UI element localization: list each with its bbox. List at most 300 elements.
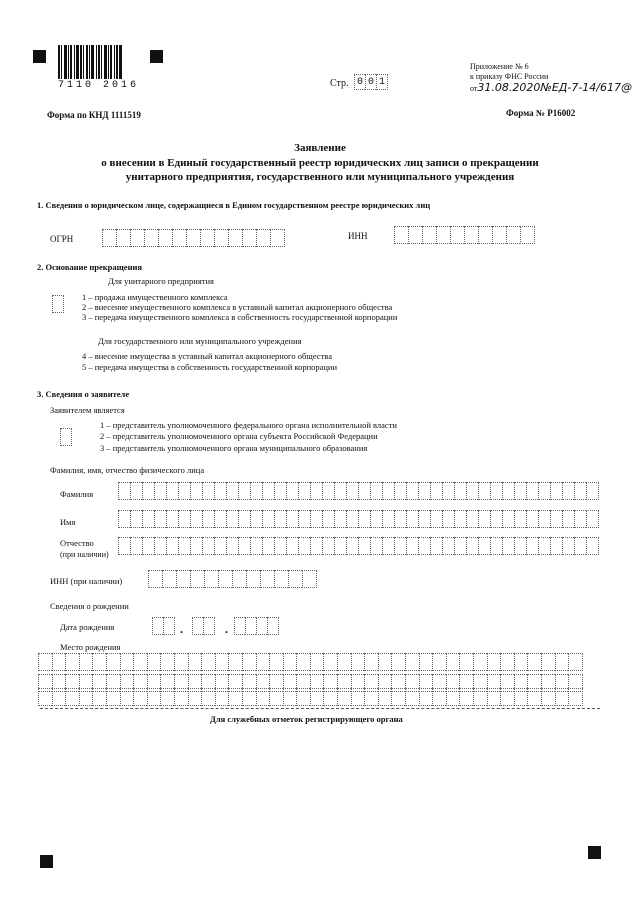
input-cell[interactable] <box>346 510 358 528</box>
input-cell[interactable] <box>269 653 283 671</box>
document-title-1: Заявление <box>294 142 346 154</box>
input-cell[interactable] <box>188 653 202 671</box>
input-cell[interactable] <box>116 229 130 247</box>
input-cell[interactable] <box>337 688 351 706</box>
input-cell[interactable] <box>394 482 406 500</box>
input-cell[interactable] <box>364 688 378 706</box>
input-cell[interactable] <box>162 570 176 588</box>
input-cell[interactable] <box>442 537 454 555</box>
input-cell[interactable] <box>158 229 172 247</box>
birth-month-field[interactable] <box>192 617 215 635</box>
input-cell[interactable] <box>538 537 550 555</box>
inn-field[interactable] <box>394 226 535 244</box>
input-cell[interactable] <box>214 510 226 528</box>
input-cell[interactable] <box>430 537 442 555</box>
input-cell[interactable] <box>286 537 298 555</box>
input-cell[interactable] <box>562 482 574 500</box>
input-cell[interactable] <box>322 510 334 528</box>
input-cell[interactable] <box>358 510 370 528</box>
input-cell[interactable] <box>310 510 322 528</box>
input-cell[interactable] <box>418 537 430 555</box>
appendix-date-prefix: от <box>470 84 478 93</box>
input-cell[interactable] <box>419 688 433 706</box>
input-cell[interactable] <box>92 653 106 671</box>
input-cell[interactable] <box>562 537 574 555</box>
input-cell[interactable] <box>358 537 370 555</box>
input-cell[interactable] <box>178 482 190 500</box>
input-cell[interactable] <box>202 482 214 500</box>
input-cell[interactable] <box>152 617 163 635</box>
input-cell[interactable] <box>262 510 274 528</box>
fio-title: Фамилия, имя, отчество физического лица <box>50 465 205 475</box>
input-cell[interactable] <box>502 510 514 528</box>
input-cell[interactable] <box>106 653 120 671</box>
input-cell[interactable] <box>586 510 599 528</box>
input-cell[interactable] <box>102 229 116 247</box>
input-cell[interactable] <box>256 653 270 671</box>
input-cell[interactable] <box>334 537 346 555</box>
input-cell[interactable] <box>394 226 408 244</box>
input-cell[interactable] <box>454 537 466 555</box>
name-field[interactable] <box>118 510 599 530</box>
input-cell[interactable] <box>106 688 120 706</box>
input-cell[interactable] <box>186 229 200 247</box>
input-cell[interactable] <box>176 570 190 588</box>
input-cell[interactable] <box>502 482 514 500</box>
input-cell[interactable] <box>242 653 256 671</box>
patronymic-field[interactable] <box>118 537 599 557</box>
input-cell[interactable] <box>147 653 161 671</box>
input-cell[interactable] <box>204 570 218 588</box>
registration-mark-bottom-right <box>588 846 601 859</box>
input-cell[interactable] <box>274 482 286 500</box>
input-cell[interactable] <box>130 229 144 247</box>
input-cell[interactable] <box>358 482 370 500</box>
input-cell[interactable] <box>419 653 433 671</box>
birth-day-field[interactable] <box>152 617 175 635</box>
input-cell[interactable] <box>382 510 394 528</box>
input-cell[interactable] <box>422 226 436 244</box>
input-cell[interactable] <box>234 617 245 635</box>
input-cell[interactable] <box>442 482 454 500</box>
input-cell[interactable] <box>262 537 274 555</box>
input-cell[interactable] <box>202 510 214 528</box>
surname-label: Фамилия <box>60 489 94 499</box>
appendix-line-1: Приложение № 6 <box>470 62 529 71</box>
input-cell[interactable] <box>394 510 406 528</box>
input-cell[interactable] <box>550 510 562 528</box>
basis-option-4: 4 – внесение имущества в уставный капитал акционерного общества <box>82 351 332 361</box>
input-cell[interactable] <box>432 688 446 706</box>
unitary-enterprise-title: Для унитарного предприятия <box>108 276 214 286</box>
input-cell[interactable] <box>562 510 574 528</box>
input-cell[interactable] <box>190 570 204 588</box>
input-cell[interactable] <box>214 537 226 555</box>
input-cell[interactable] <box>250 537 262 555</box>
input-cell[interactable] <box>490 482 502 500</box>
input-cell[interactable] <box>574 482 586 500</box>
input-cell[interactable] <box>478 510 490 528</box>
input-cell[interactable] <box>487 653 501 671</box>
input-cell[interactable] <box>538 510 550 528</box>
applicant-is-label: Заявителем является <box>50 405 125 415</box>
input-cell[interactable] <box>391 688 405 706</box>
input-cell[interactable] <box>226 510 238 528</box>
input-cell[interactable] <box>310 688 324 706</box>
input-cell[interactable] <box>322 537 334 555</box>
input-cell[interactable] <box>550 482 562 500</box>
barcode-number: 7110 2016 <box>58 80 140 91</box>
input-cell[interactable] <box>550 537 562 555</box>
input-cell[interactable] <box>490 510 502 528</box>
input-cell[interactable] <box>52 688 66 706</box>
input-cell[interactable] <box>418 482 430 500</box>
input-cell[interactable] <box>430 510 442 528</box>
input-cell[interactable] <box>201 653 215 671</box>
input-cell[interactable] <box>214 482 226 500</box>
input-cell[interactable] <box>133 653 147 671</box>
input-cell[interactable] <box>174 653 188 671</box>
input-cell[interactable] <box>382 482 394 500</box>
input-cell[interactable] <box>527 688 541 706</box>
input-cell[interactable] <box>166 482 178 500</box>
input-cell[interactable] <box>298 482 310 500</box>
input-cell[interactable] <box>298 537 310 555</box>
input-cell[interactable] <box>478 226 492 244</box>
input-cell[interactable] <box>228 688 242 706</box>
form-knd: Форма по КНД 1111519 <box>47 110 141 120</box>
input-cell[interactable] <box>79 688 93 706</box>
input-cell[interactable] <box>130 482 142 500</box>
input-cell[interactable] <box>337 653 351 671</box>
input-cell[interactable] <box>174 688 188 706</box>
input-cell[interactable] <box>526 510 538 528</box>
input-cell[interactable] <box>586 537 599 555</box>
input-cell[interactable] <box>514 688 528 706</box>
applicant-option-3: 3 – представитель уполномоченного органа муниципального образования <box>100 443 368 453</box>
input-cell[interactable] <box>92 688 106 706</box>
basis-option-1: 1 – продажа имущественного комплекса <box>82 292 228 302</box>
input-cell[interactable] <box>130 537 142 555</box>
input-cell[interactable] <box>178 510 190 528</box>
input-cell[interactable] <box>166 510 178 528</box>
input-cell[interactable] <box>334 482 346 500</box>
input-cell[interactable] <box>65 653 79 671</box>
input-cell[interactable] <box>514 537 526 555</box>
input-cell[interactable] <box>160 688 174 706</box>
input-cell[interactable] <box>500 688 514 706</box>
input-cell[interactable] <box>214 229 228 247</box>
input-cell[interactable] <box>226 537 238 555</box>
input-cell[interactable] <box>256 229 270 247</box>
input-cell[interactable] <box>574 510 586 528</box>
input-cell[interactable] <box>154 510 166 528</box>
input-cell[interactable] <box>256 617 267 635</box>
input-cell[interactable] <box>310 482 322 500</box>
input-cell[interactable] <box>527 653 541 671</box>
input-cell[interactable] <box>351 688 365 706</box>
input-cell[interactable] <box>506 226 520 244</box>
input-cell[interactable] <box>370 510 382 528</box>
input-cell[interactable] <box>310 537 322 555</box>
input-cell[interactable] <box>298 510 310 528</box>
birth-date-label: Дата рождения <box>60 622 115 632</box>
input-cell[interactable] <box>302 570 317 588</box>
input-cell[interactable] <box>526 537 538 555</box>
input-cell[interactable] <box>118 537 130 555</box>
input-cell[interactable] <box>473 653 487 671</box>
page-number-cells[interactable] <box>354 74 388 92</box>
input-cell[interactable] <box>154 482 166 500</box>
input-cell[interactable] <box>246 570 260 588</box>
input-cell[interactable] <box>250 510 262 528</box>
input-cell[interactable] <box>201 688 215 706</box>
input-cell[interactable] <box>142 537 154 555</box>
input-cell[interactable] <box>346 537 358 555</box>
birth-year-field[interactable] <box>234 617 279 635</box>
section-2-heading: 2. Основание прекращения <box>37 262 142 272</box>
input-cell[interactable] <box>500 653 514 671</box>
input-cell[interactable] <box>466 482 478 500</box>
section-1-heading: 1. Сведения о юридическом лице, содержащиеся в Едином государственном реестре юридических лиц <box>37 200 431 210</box>
surname-field[interactable] <box>118 482 599 502</box>
input-cell[interactable] <box>274 537 286 555</box>
input-cell[interactable] <box>378 688 392 706</box>
name-label: Имя <box>60 517 76 527</box>
ogrn-field[interactable] <box>102 229 285 247</box>
input-cell[interactable] <box>541 653 555 671</box>
input-cell[interactable] <box>172 229 186 247</box>
input-cell[interactable] <box>446 653 460 671</box>
input-cell[interactable] <box>520 226 535 244</box>
input-cell[interactable] <box>310 653 324 671</box>
input-cell[interactable] <box>218 570 232 588</box>
input-cell[interactable] <box>120 653 134 671</box>
birth-info-title: Сведения о рождении <box>50 601 129 611</box>
input-cell[interactable] <box>228 229 242 247</box>
input-cell[interactable] <box>267 617 279 635</box>
input-cell[interactable] <box>541 688 555 706</box>
institution-title: Для государственного или муниципального учреждения <box>98 336 302 346</box>
service-marks-title: Для служебных отметок регистрирующего органа <box>210 714 403 724</box>
input-cell[interactable] <box>242 229 256 247</box>
input-cell[interactable] <box>432 653 446 671</box>
input-cell[interactable] <box>269 688 283 706</box>
input-cell[interactable] <box>502 537 514 555</box>
input-cell[interactable] <box>142 510 154 528</box>
input-cell[interactable] <box>163 617 175 635</box>
input-cell[interactable] <box>382 537 394 555</box>
basis-option-5: 5 – передача имущества в собственность государственной корпорации <box>82 362 338 372</box>
input-cell[interactable] <box>406 537 418 555</box>
input-cell[interactable] <box>118 482 130 500</box>
input-cell[interactable] <box>192 617 203 635</box>
input-cell[interactable] <box>142 482 154 500</box>
ogrn-label: ОГРН <box>50 234 74 244</box>
input-cell[interactable] <box>487 688 501 706</box>
person-inn-field[interactable] <box>148 570 317 588</box>
input-cell[interactable] <box>406 482 418 500</box>
input-cell[interactable] <box>188 688 202 706</box>
input-cell[interactable] <box>262 482 274 500</box>
input-cell[interactable] <box>418 510 430 528</box>
input-cell[interactable] <box>378 653 392 671</box>
input-cell[interactable] <box>190 510 202 528</box>
input-cell[interactable] <box>322 482 334 500</box>
input-cell[interactable] <box>454 482 466 500</box>
input-cell[interactable] <box>574 537 586 555</box>
input-cell[interactable] <box>154 537 166 555</box>
applicant-option-1: 1 – представитель уполномоченного федерального органа исполнительной власти <box>100 420 397 430</box>
input-cell[interactable] <box>514 482 526 500</box>
input-cell[interactable] <box>245 617 256 635</box>
input-cell[interactable] <box>526 482 538 500</box>
input-cell[interactable] <box>256 688 270 706</box>
input-cell[interactable] <box>568 653 583 671</box>
input-cell[interactable] <box>202 537 214 555</box>
birth-place-label: Место рождения <box>60 642 121 652</box>
input-cell[interactable] <box>190 537 202 555</box>
input-cell[interactable] <box>406 510 418 528</box>
input-cell[interactable] <box>250 482 262 500</box>
input-cell[interactable] <box>147 688 161 706</box>
input-cell[interactable] <box>490 537 502 555</box>
input-cell[interactable] <box>238 537 250 555</box>
termination-basis-cell[interactable] <box>52 295 64 313</box>
input-cell[interactable] <box>514 653 528 671</box>
applicant-type-cell[interactable] <box>60 428 72 446</box>
input-cell[interactable] <box>130 510 142 528</box>
input-cell[interactable] <box>538 482 550 500</box>
input-cell[interactable] <box>38 688 52 706</box>
birth-place-field-row-1[interactable] <box>38 653 583 673</box>
applicant-type-field[interactable] <box>60 428 72 446</box>
input-cell[interactable] <box>79 653 93 671</box>
input-cell[interactable] <box>492 226 506 244</box>
appendix-handwritten-order: 31.08.2020№ЕД-7-14/617@ <box>477 81 632 94</box>
input-cell[interactable] <box>466 510 478 528</box>
input-cell[interactable] <box>226 482 238 500</box>
input-cell[interactable] <box>296 653 310 671</box>
input-cell[interactable] <box>65 688 79 706</box>
input-cell[interactable] <box>274 510 286 528</box>
input-cell[interactable] <box>148 570 162 588</box>
input-cell[interactable] <box>394 537 406 555</box>
input-cell[interactable] <box>334 510 346 528</box>
input-cell[interactable] <box>274 570 288 588</box>
input-cell[interactable] <box>215 688 229 706</box>
input-cell[interactable] <box>286 482 298 500</box>
input-cell[interactable] <box>144 229 158 247</box>
input-cell[interactable] <box>586 482 599 500</box>
input-cell[interactable] <box>296 688 310 706</box>
input-cell[interactable] <box>568 688 583 706</box>
input-cell[interactable] <box>160 653 174 671</box>
applicant-option-2: 2 – представитель уполномоченного органа субъекта Российской Федерации <box>100 431 378 441</box>
input-cell[interactable] <box>478 537 490 555</box>
input-cell[interactable] <box>228 653 242 671</box>
input-cell[interactable] <box>133 688 147 706</box>
input-cell[interactable] <box>238 510 250 528</box>
input-cell[interactable] <box>459 688 473 706</box>
input-cell[interactable] <box>370 537 382 555</box>
input-cell[interactable] <box>286 510 298 528</box>
input-cell[interactable] <box>283 688 297 706</box>
input-cell[interactable] <box>430 482 442 500</box>
input-cell[interactable] <box>555 653 569 671</box>
birth-place-field-row-3[interactable] <box>38 688 583 708</box>
input-cell[interactable] <box>270 229 285 247</box>
input-cell[interactable] <box>242 688 256 706</box>
input-cell[interactable] <box>436 226 450 244</box>
page-digit: 0 <box>354 74 365 90</box>
input-cell[interactable] <box>555 688 569 706</box>
person-inn-label: ИНН (при наличии) <box>50 576 123 586</box>
input-cell[interactable] <box>473 688 487 706</box>
input-cell[interactable] <box>405 688 419 706</box>
input-cell[interactable] <box>215 653 229 671</box>
input-cell[interactable] <box>442 510 454 528</box>
input-cell[interactable] <box>166 537 178 555</box>
date-separator: . <box>225 622 228 636</box>
registration-mark-bottom-left <box>40 855 53 868</box>
input-cell[interactable] <box>408 226 422 244</box>
input-cell[interactable] <box>450 226 464 244</box>
input-cell[interactable] <box>238 482 250 500</box>
barcode <box>58 45 136 79</box>
input-cell[interactable] <box>323 688 337 706</box>
form-number: Форма № Р16002 <box>506 108 576 118</box>
input-cell[interactable] <box>52 653 66 671</box>
input-cell[interactable] <box>200 229 214 247</box>
input-cell[interactable] <box>178 537 190 555</box>
termination-basis-field[interactable] <box>52 295 64 313</box>
input-cell[interactable] <box>405 653 419 671</box>
registration-mark-top-right <box>150 50 163 63</box>
input-cell[interactable] <box>466 537 478 555</box>
input-cell[interactable] <box>454 510 466 528</box>
input-cell[interactable] <box>446 688 460 706</box>
input-cell[interactable] <box>323 653 337 671</box>
input-cell[interactable] <box>346 482 358 500</box>
input-cell[interactable] <box>120 688 134 706</box>
input-cell[interactable] <box>351 653 365 671</box>
input-cell[interactable] <box>514 510 526 528</box>
patronymic-label: Отчество <box>60 538 94 548</box>
input-cell[interactable] <box>391 653 405 671</box>
input-cell[interactable] <box>118 510 130 528</box>
input-cell[interactable] <box>203 617 215 635</box>
input-cell[interactable] <box>190 482 202 500</box>
input-cell[interactable] <box>283 653 297 671</box>
input-cell[interactable] <box>288 570 302 588</box>
input-cell[interactable] <box>370 482 382 500</box>
input-cell[interactable] <box>364 653 378 671</box>
basis-option-3: 3 – передача имущественного комплекса в собственность государственной корпорации <box>82 312 398 322</box>
input-cell[interactable] <box>38 653 52 671</box>
input-cell[interactable] <box>232 570 246 588</box>
page-digit: 1 <box>376 74 388 90</box>
input-cell[interactable] <box>478 482 490 500</box>
patronymic-note: (при наличии) <box>60 550 109 559</box>
service-marks-divider <box>40 708 600 709</box>
registration-mark-top-left <box>33 50 46 63</box>
inn-label: ИНН <box>348 231 368 241</box>
input-cell[interactable] <box>260 570 274 588</box>
input-cell[interactable] <box>459 653 473 671</box>
basis-option-2: 2 – внесение имущественного комплекса в уставный капитал акционерного общества <box>82 302 393 312</box>
input-cell[interactable] <box>464 226 478 244</box>
